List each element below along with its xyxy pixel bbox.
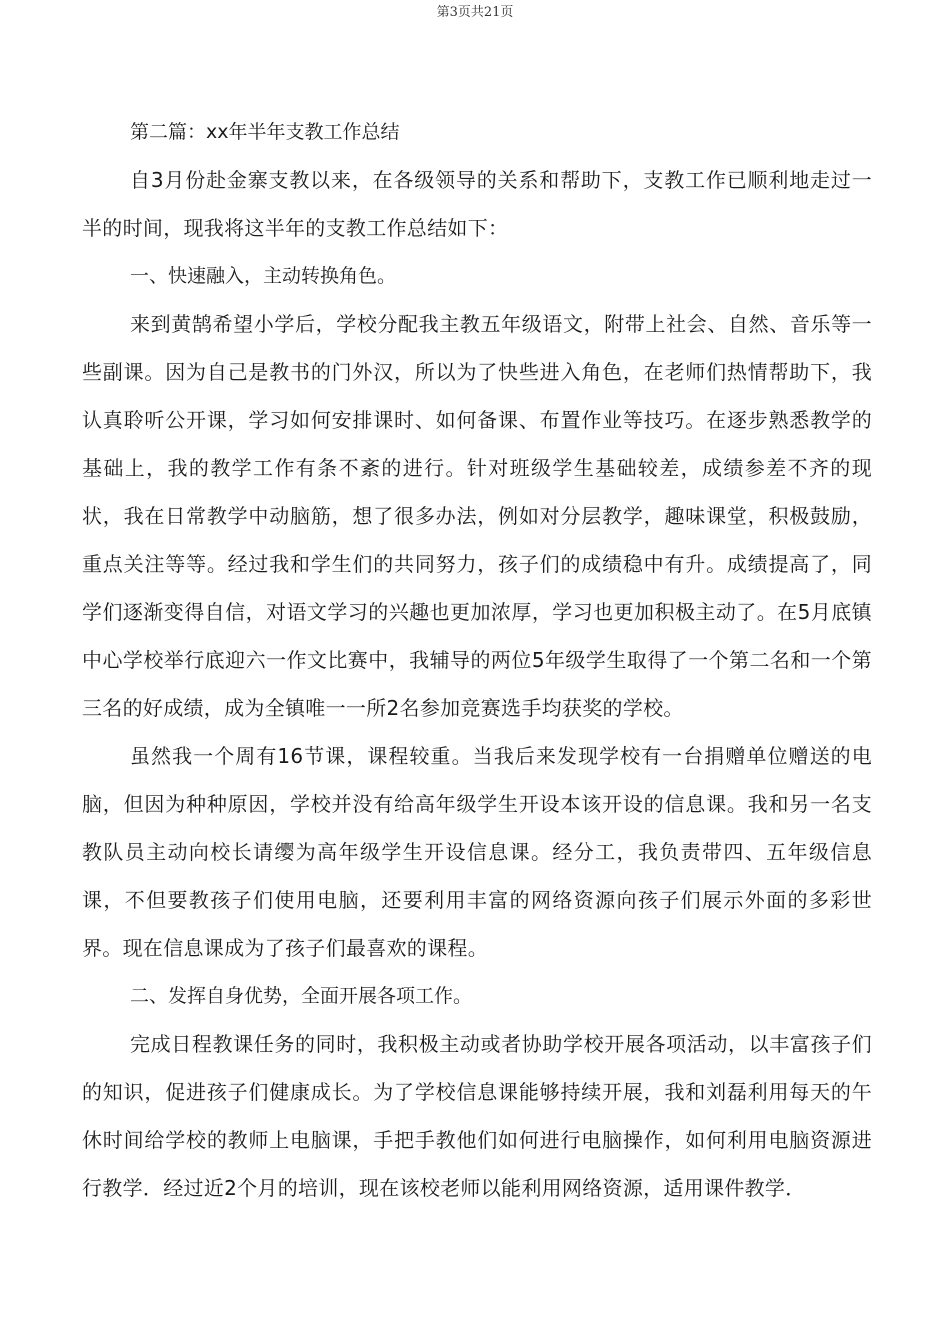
page-indicator: 第3页共21页 (436, 5, 514, 20)
section1-paragraph-2: 虽然我一个周有16节课，课程较重。当我后来发现学校有一台捐赠单位赠送的电脑，但因为种种原因，学校并没有给高年级学生开设本该开设的信息课。我和另一名支教队员主动向校长请缨为高年级学生开设信息课。经分工，我负责带四、五年级信息课，不但要教孩子们使用电脑，还要利用丰富的网络资源向孩子们展示外面的多彩世界。现在信息课成为了孩子们最喜欢的课程。 (82, 744, 872, 960)
section1-paragraph-1: 来到黄鹄希望小学后，学校分配我主教五年级语文，附带上社会、自然、音乐等一些副课。因为自己是教书的门外汉，所以为了快些进入角色，在老师们热情帮助下，我认真聆听公开课，学习如何安排课时、如何备课、布置作业等技巧。在逐步熟悉教学的基础上，我的教学工作有条不紊的进行。针对班级学生基础较差，成绩参差不齐的现状，我在日常教学中动脑筋，想了很多办法，例如对分层教学，趣味课堂，积极鼓励，重点关注等等。经过我和学生们的共同努力，孩子们的成绩稳中有升。成绩提高了，同学们逐渐变得自信，对语文学习的兴趣也更加浓厚，学习也更加积极主动了。在5月底镇中心学校举行底迎六一作文比赛中，我辅导的两位5年级学生取得了一个第二名和一个第三名的好成绩，成为全镇唯一一所2名参加竞赛选手均获奖的学校。 (82, 312, 872, 720)
section-heading-2: 二、发挥自身优势，全面开展各项工作。 (130, 985, 473, 1007)
section-heading-1: 一、快速融入，主动转换角色。 (130, 265, 397, 287)
intro-paragraph: 自3月份赴金寨支教以来，在各级领导的关系和帮助下，支教工作已顺利地走过一半的时间，现我将这半年的支教工作总结如下： (82, 168, 872, 240)
document-title: 第二篇：xx年半年支教工作总结 (130, 121, 400, 143)
document-body (82, 108, 872, 1212)
section2-paragraph-1: 完成日程教课任务的同时，我积极主动或者协助学校开展各项活动，以丰富孩子们的知识，促进孩子们健康成长。为了学校信息课能够持续开展，我和刘磊利用每天的午休时间给学校的教师上电脑课，手把手教他们如何进行电脑操作，如何利用电脑资源进行教学．经过近2个月的培训，现在该校老师以能利用网络资源，适用课件教学． (82, 1032, 872, 1200)
